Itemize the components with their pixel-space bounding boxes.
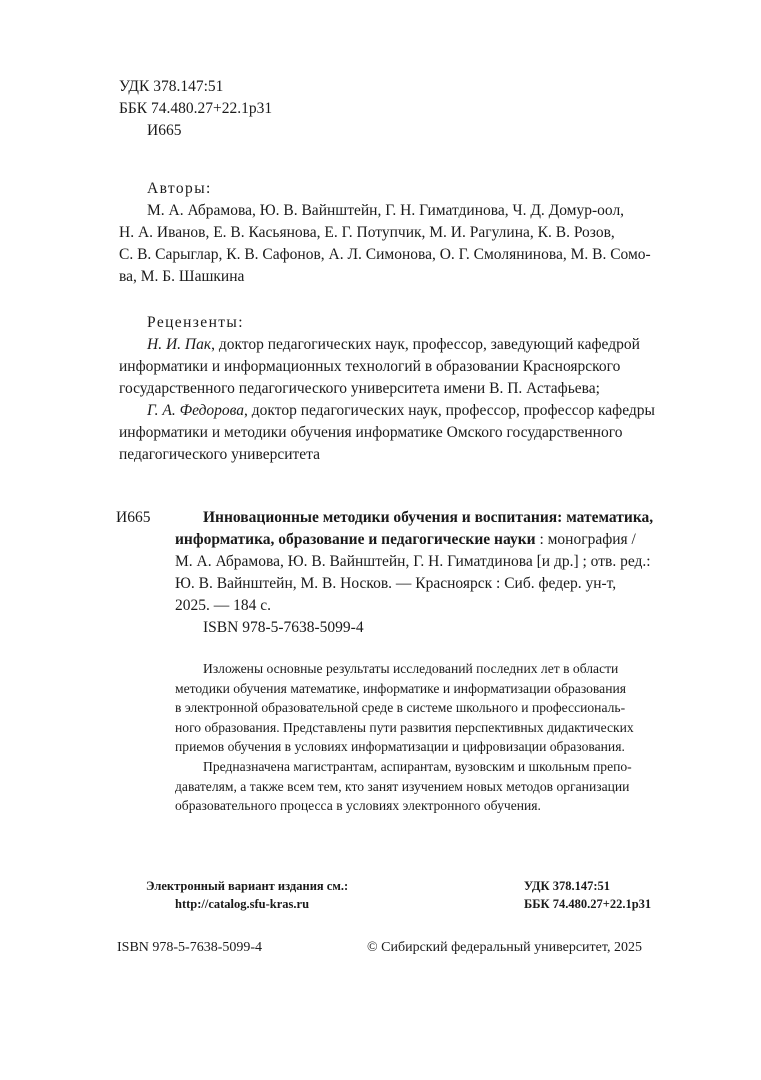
bib-editors-publisher: Ю. В. Вайнштейн, М. В. Носков. — Красноярск : Сиб. федер. ун-т,: [175, 575, 617, 592]
footer-bbk: ББК 74.480.27+22.1р31: [524, 897, 652, 911]
authors-block: [119, 178, 651, 288]
reviewers-block: [119, 312, 655, 466]
abstract: [175, 659, 634, 816]
bib-title: Инновационные методики обучения и воспитания: математика,: [203, 509, 654, 526]
reviewer-2-line: информатики и методики обучения информатике Омского государственного: [119, 424, 623, 441]
footer-isbn: ISBN 978-5-7638-5099-4: [117, 940, 263, 955]
abstract-line: образовательного процесса в условиях электронного обучения.: [175, 798, 541, 814]
bib-mark: И665: [116, 509, 151, 526]
classification-codes: [119, 76, 272, 142]
reviewers-heading: Рецензенты:: [147, 314, 244, 331]
reviewer-1-name: Н. И. Пак: [147, 336, 212, 353]
bib-year-pages: 2025. — 184 с.: [175, 597, 272, 614]
reviewer-2: Г. А. Федорова, доктор педагогических наук, профессор, профессор кафедры: [147, 402, 655, 419]
authors-heading: Авторы:: [147, 180, 212, 197]
reviewer-2-name: Г. А. Федорова: [147, 402, 245, 419]
authors-line: ва, М. Б. Шашкина: [119, 268, 245, 285]
author-mark: И665: [147, 122, 182, 139]
authors-line: М. А. Абрамова, Ю. В. Вайнштейн, Г. Н. Гиматдинова, Ч. Д. Домур-оол,: [147, 202, 625, 219]
bib-record: [175, 507, 653, 639]
abstract-line: Предназначена магистрантам, аспирантам, вузовским и школьным препо-: [203, 758, 632, 774]
abstract-line: приемов обучения в условиях информатизации и цифровизации образования.: [175, 739, 625, 755]
bib-isbn: ISBN 978-5-7638-5099-4: [203, 619, 364, 636]
footer-udk: УДК 378.147:51: [524, 879, 610, 893]
reviewer-1: Н. И. Пак, доктор педагогических наук, профессор, заведующий кафедрой: [147, 336, 640, 353]
reviewer-1-line: государственного педагогического университета имени В. П. Астафьева;: [119, 380, 600, 397]
bib-authors: М. А. Абрамова, Ю. В. Вайнштейн, Г. Н. Гиматдинова [и др.] ; отв. ред.:: [175, 553, 651, 570]
authors-line: Н. А. Иванов, Е. В. Касьянова, Е. Г. Потупчик, М. И. Рагулина, К. В. Розов,: [119, 224, 615, 241]
reviewer-1-line: информатики и информационных технологий в образовании Красноярского: [119, 358, 621, 375]
authors-line: С. В. Сарыглар, К. В. Сафонов, А. Л. Симонова, О. Г. Смолянинова, М. В. Сомо-: [119, 246, 651, 263]
abstract-line: методики обучения математике, информатике и информатизации образования: [175, 680, 627, 696]
abstract-line: Изложены основные результаты исследований последних лет в области: [203, 661, 619, 676]
copyright: © Сибирский федеральный университет, 2025: [367, 940, 642, 955]
abstract-line: в электронной образовательной среде в системе школьного и профессиональ-: [175, 700, 626, 716]
reviewer-2-line: педагогического университета: [119, 446, 321, 463]
udk-code: УДК 378.147:51: [119, 78, 224, 95]
abstract-line: ного образования. Представлены пути развития перспективных дидактических: [175, 719, 634, 735]
bib-title-line2: информатика, образование и педагогические науки : монография /: [175, 531, 636, 548]
bbk-code: ББК 74.480.27+22.1р31: [119, 100, 273, 117]
abstract-line: давателям, а также всем тем, кто занят изучением новых методов организации: [175, 778, 630, 794]
electronic-version-label: Электронный вариант издания см.:: [146, 879, 349, 893]
catalog-link[interactable]: http://catalog.sfu-kras.ru: [175, 897, 310, 911]
